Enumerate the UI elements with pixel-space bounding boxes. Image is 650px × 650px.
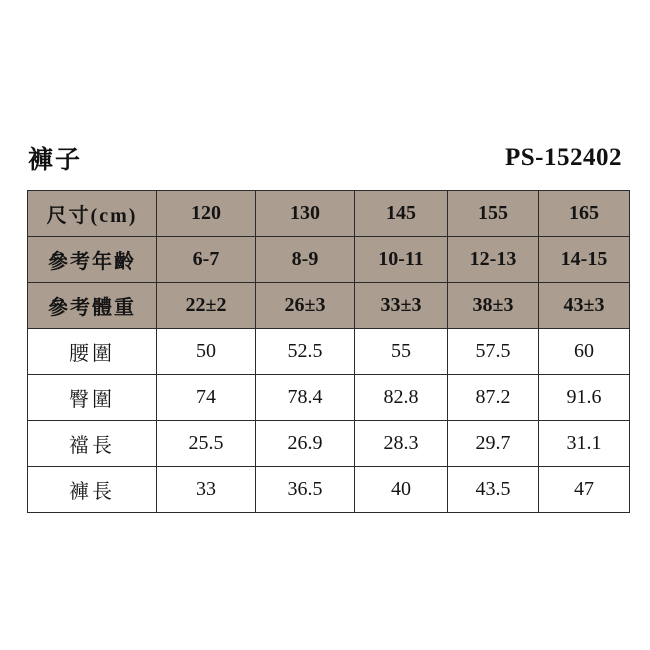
table-row-size: [28, 191, 630, 237]
row-header-rise: 襠長: [28, 421, 157, 467]
table-row: [28, 421, 630, 467]
table-cell: 25.5: [157, 421, 256, 467]
row-header-hip: 臀圍: [28, 375, 157, 421]
table-cell: 43.5: [448, 467, 539, 513]
row-header-size: 尺寸(cm): [28, 191, 157, 237]
table-row: [28, 375, 630, 421]
table-cell: 165: [539, 191, 630, 237]
size-table: [27, 190, 630, 513]
table-cell: 78.4: [256, 375, 355, 421]
table-cell: 145: [355, 191, 448, 237]
table-cell: 120: [157, 191, 256, 237]
table-cell: 57.5: [448, 329, 539, 375]
table-cell: 130: [256, 191, 355, 237]
row-header-weight: 參考體重: [28, 283, 157, 329]
table-cell: 52.5: [256, 329, 355, 375]
product-code: PS-152402: [505, 144, 622, 171]
table-row-age: [28, 237, 630, 283]
table-row: [28, 329, 630, 375]
table-cell: 10-11: [355, 237, 448, 283]
table-cell: 22±2: [157, 283, 256, 329]
table-cell: 33±3: [355, 283, 448, 329]
table-cell: 40: [355, 467, 448, 513]
row-header-age: 參考年齡: [28, 237, 157, 283]
table-cell: 36.5: [256, 467, 355, 513]
table-cell: 14-15: [539, 237, 630, 283]
table-cell: 74: [157, 375, 256, 421]
table-cell: 26±3: [256, 283, 355, 329]
table-cell: 155: [448, 191, 539, 237]
table-cell: 31.1: [539, 421, 630, 467]
table-row: [28, 467, 630, 513]
table-cell: 28.3: [355, 421, 448, 467]
table-cell: 33: [157, 467, 256, 513]
row-header-waist: 腰圍: [28, 329, 157, 375]
table-cell: 38±3: [448, 283, 539, 329]
table-cell: 43±3: [539, 283, 630, 329]
table-cell: 6-7: [157, 237, 256, 283]
table-cell: 26.9: [256, 421, 355, 467]
table-cell: 87.2: [448, 375, 539, 421]
table-cell: 60: [539, 329, 630, 375]
table-cell: 47: [539, 467, 630, 513]
row-header-length: 褲長: [28, 467, 157, 513]
page-title: 褲子: [28, 147, 83, 174]
table-cell: 50: [157, 329, 256, 375]
table-cell: 29.7: [448, 421, 539, 467]
table-row-weight: [28, 283, 630, 329]
table-cell: 91.6: [539, 375, 630, 421]
table-cell: 55: [355, 329, 448, 375]
table-cell: 8-9: [256, 237, 355, 283]
document-title-row: [28, 138, 622, 178]
table-cell: 82.8: [355, 375, 448, 421]
table-cell: 12-13: [448, 237, 539, 283]
